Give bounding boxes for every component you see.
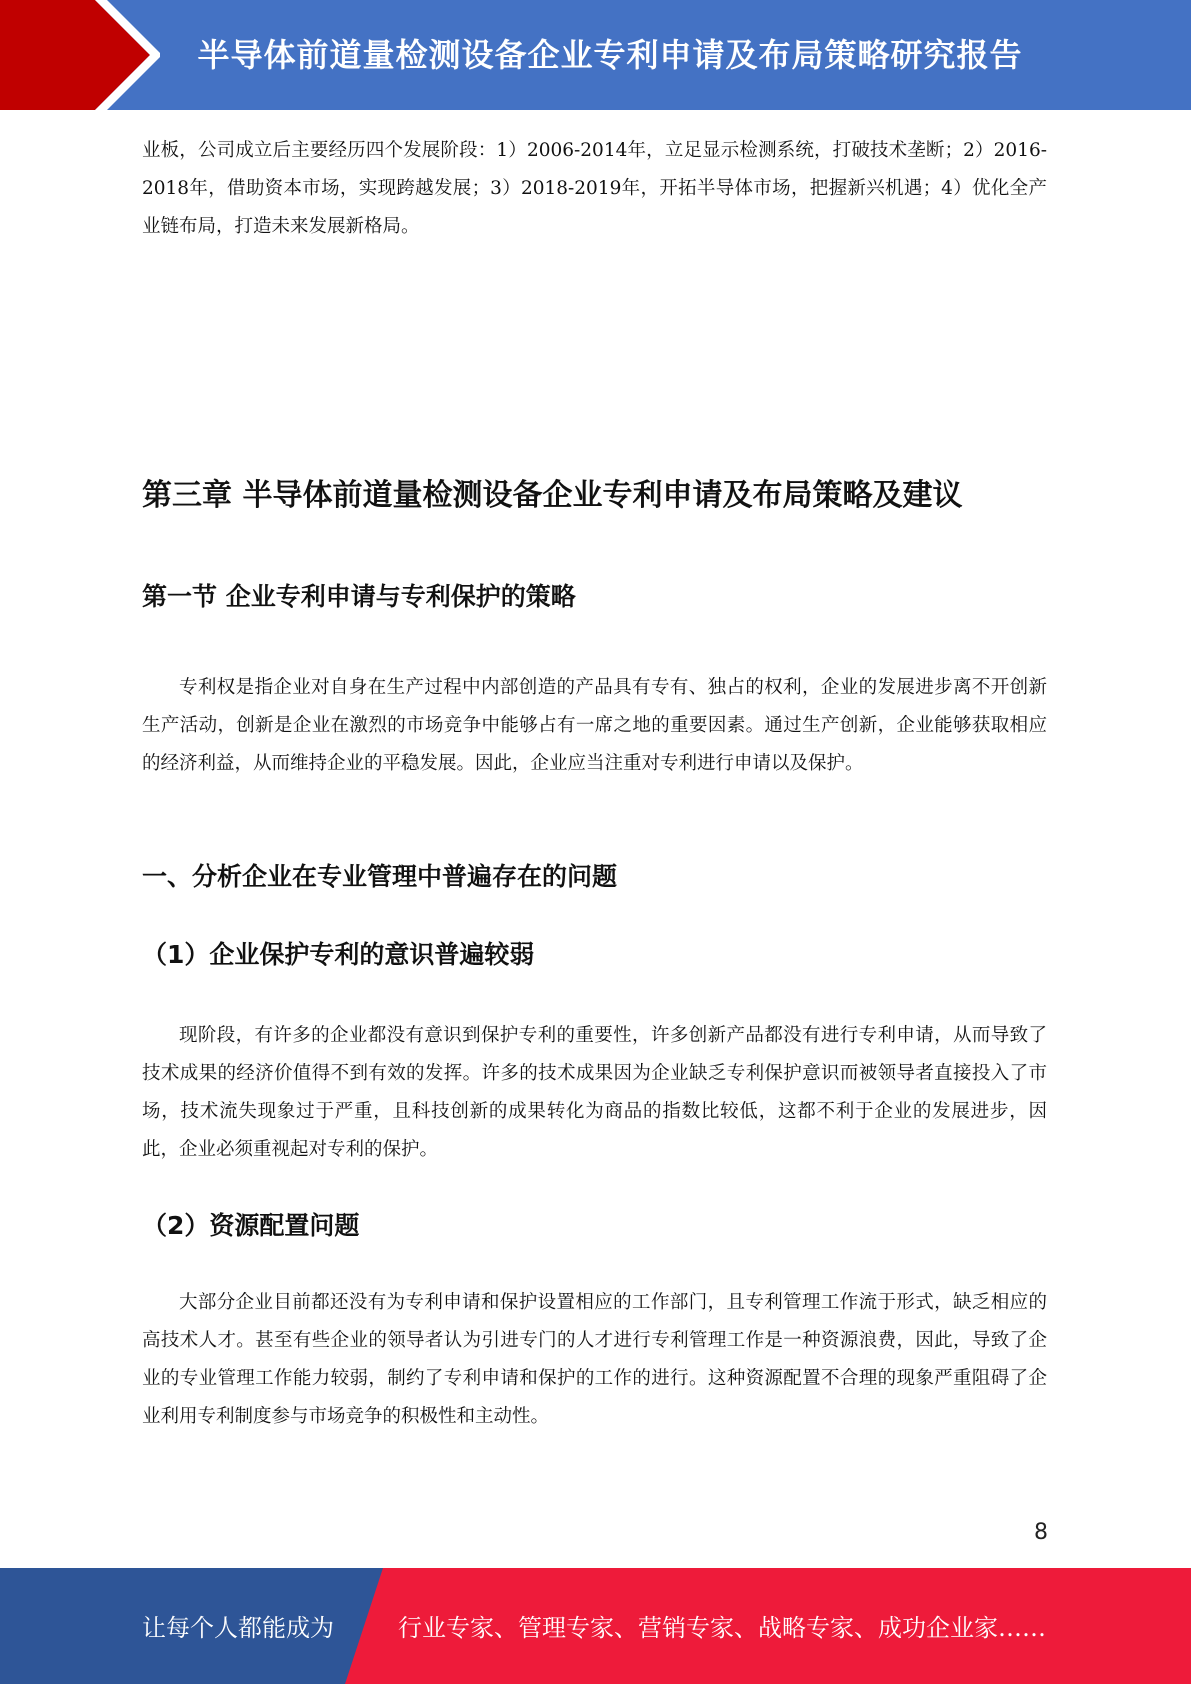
header-chevron-decoration [0, 0, 160, 110]
intro-paragraph: 业板，公司成立后主要经历四个发展阶段：1）2006-2014年，立足显示检测系统，打破技术垄断；2）2016-2018年，借助资本市场，实现跨越发展；3）2018-2019年，开拓半导体市场，把握新兴机遇；4）优化全产业链布局，打造未来发展新格局。 [142, 140, 1047, 237]
item2-paragraph: 大部分企业目前都还没有为专利申请和保护设置相应的工作部门，且专利管理工作流于形式，缺乏相应的高技术人才。甚至有些企业的领导者认为引进专门的人才进行专利管理工作是一种资源浪费，因此，导致了企业的专业管理工作能力较弱，制约了专利申请和保护的工作的进行。这种资源配置不合理的现象严重阻碍了企业利用专利制度参与市场竞争的积极性和主动性。 [142, 1292, 1047, 1427]
section-title: 第一节 企业专利申请与专利保护的策略 [142, 582, 576, 611]
item1-paragraph: 现阶段，有许多的企业都没有意识到保护专利的重要性，许多创新产品都没有进行专利申请，从而导致了技术成果的经济价值得不到有效的发挥。许多的技术成果因为企业缺乏专利保护意识而被领导者直接投入了市场，技术流失现象过于严重，且科技创新的成果转化为商品的指数比较低，这都不利于企业的发展进步，因此，企业必须重视起对专利的保护。 [142, 1025, 1047, 1160]
page-number: 8 [1034, 1520, 1048, 1545]
footer-slogan-right: 行业专家、管理专家、营销专家、战略专家、成功企业家…… [398, 1614, 1046, 1642]
item2-title: （2）资源配置问题 [142, 1211, 360, 1240]
chapter-title: 第三章 半导体前道量检测设备企业专利申请及布局策略及建议 [142, 478, 963, 513]
page-footer [0, 1568, 1191, 1684]
subsection-title: 一、分析企业在专业管理中普遍存在的问题 [142, 862, 618, 891]
item1-title: （1）企业保护专利的意识普遍较弱 [142, 940, 535, 969]
footer-slogan-left: 让每个人都能成为 [142, 1614, 334, 1642]
page-header [0, 0, 1191, 110]
report-title: 半导体前道量检测设备企业专利申请及布局策略研究报告 [197, 36, 1023, 74]
section-paragraph: 专利权是指企业对自身在生产过程中内部创造的产品具有专有、独占的权利，企业的发展进步离不开创新生产活动，创新是企业在激烈的市场竞争中能够占有一席之地的重要因素。通过生产创新，企业能够获取相应的经济利益，从而维持企业的平稳发展。因此，企业应当注重对专利进行申请以及保护。 [142, 677, 1047, 774]
